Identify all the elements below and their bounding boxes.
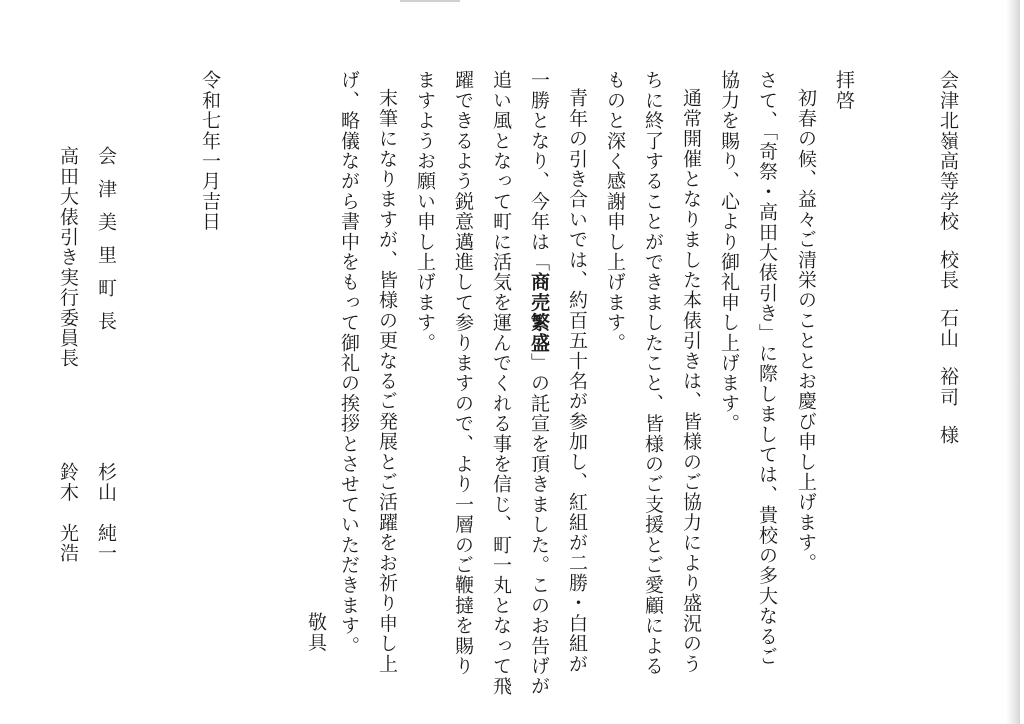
addressee-given-name: 裕司 [937, 366, 959, 407]
body-line-2: さて、「奇祭・高田大俵引き」に際しましては、貴校の多大なるご [756, 70, 778, 667]
body-line-8-start: 一勝となり、今年は「 [528, 70, 550, 272]
body-line-5: ちに終了することができましたこと、皆様のご支援とご愛顧による [642, 70, 664, 676]
opening-greeting: 拝啓 [833, 70, 855, 111]
body-line-9: 追い風となって町に活気を運んでくれる事を信じ、町一丸となって飛 [490, 70, 512, 697]
body-line-8-end: 」の託宣を頂きました。このお告げが [528, 352, 550, 697]
body-line-1: 初春の候、益々ご清栄のこととお慶び申し上げます。 [795, 88, 817, 573]
signatory-1-title: 会津美里町長 [95, 146, 117, 344]
body-line-12: 末筆になりますが、皆様の更なるご発展とご活躍をお祈り申し上 [376, 88, 398, 674]
addressee-school-name: 会津北嶺高等学校 [937, 70, 959, 232]
letter-date: 令和七年一月吉日 [199, 70, 221, 232]
body-line-10: 躍できるよう鋭意邁進して参りますので、より一層のご鞭撻を賜り [452, 70, 474, 676]
body-line-6: ものと深く感謝申し上げます。 [604, 70, 626, 353]
body-line-7: 青年の引き合いでは、約百五十名が参加し、紅組が二勝・白組が [566, 88, 588, 674]
body-line-3: 協力を賜り、心より御礼申し上げます。 [718, 70, 740, 434]
closing-remark: 敬具 [305, 612, 327, 653]
scan-edge-shadow [1006, 0, 1020, 724]
body-line-4: 通常開催となりました本俵引きは、皆様のご協力により盛況のう [680, 88, 702, 674]
addressee-title: 校長 [937, 249, 959, 291]
scan-edge-mark [400, 0, 460, 2]
addressee-honorific: 様 [937, 424, 959, 446]
body-line-13: げ、略儀ながら書中をもって御礼の挨拶とさせていただきます。 [338, 70, 360, 656]
body-line-8 [529, 70, 548, 696]
addressee-surname: 石山 [937, 308, 959, 349]
addressee-school [938, 70, 957, 445]
oracle-highlight: 商売繁盛 [528, 272, 550, 353]
signatory-2-name: 鈴木 光浩 [57, 462, 79, 563]
signatory-1-name: 杉山 純一 [95, 462, 117, 563]
signatory-2-title: 高田大俵引き実行委員長 [57, 146, 79, 369]
body-line-11: ますようお願い申し上げます。 [414, 70, 436, 353]
